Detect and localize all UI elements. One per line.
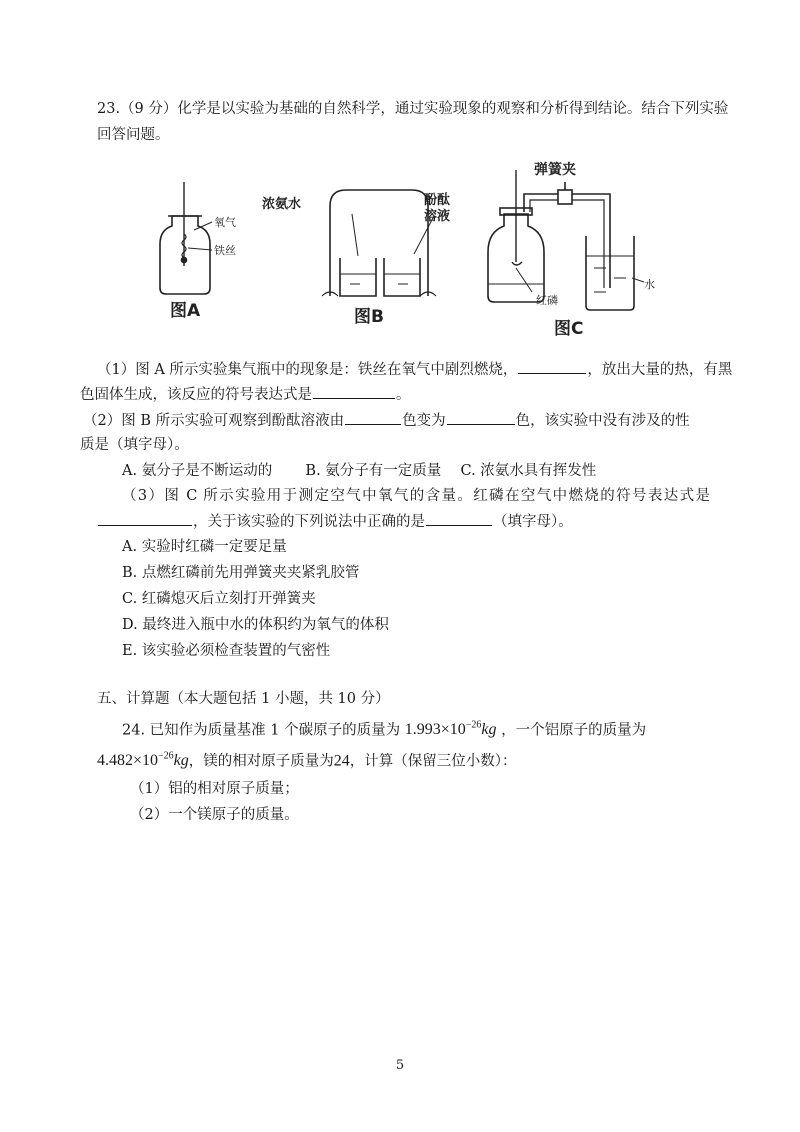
page-number: 5 [395, 1058, 405, 1073]
q23-part2-line2: 质是（填字母）。 [80, 437, 189, 453]
q23-part3-line1: （3）图 C 所示实验用于测定空气中氧气的含量。红磷在空气中燃烧的符号表达式是 [122, 488, 710, 504]
q23-part1-blank2[interactable] [313, 384, 395, 399]
q24-text-d: ，计算（保留三位小数）： [349, 753, 517, 770]
q23-part1-text-b: ，放出大量的热，有黑 [587, 362, 733, 378]
figure-c-water-label: 水 [644, 278, 655, 291]
q23-part3-blank2[interactable] [426, 511, 492, 526]
q23-part3-text-b: ，关于该实验的下列说法中正确的是 [193, 514, 425, 530]
figure-a-oxygen-label: 氧气 [214, 216, 236, 229]
figure-a-label: 图A [170, 301, 201, 321]
q23-part2-line1 [83, 410, 695, 431]
q23-intro-line1: 23.（9 分）化学是以实验为基础的自然科学，通过实验现象的观察和分析得到结论。结合下列实验 [97, 101, 729, 117]
experiment-figures [154, 156, 660, 348]
figure-b-label: 图B [354, 307, 384, 327]
q23-part3-blank1[interactable] [98, 511, 192, 526]
q24-al-mass: $4.482\times 10^{-26}kg$ [97, 751, 189, 770]
figure-c-clamp-label: 弹簧夹 [534, 162, 576, 178]
q23-choice-b[interactable]: B. 点燃红磷前先用弹簧夹夹紧乳胶管 [122, 565, 360, 581]
q24-sub1: （1）铝的相对原子质量； [130, 781, 299, 797]
q24-mg-value: 24 [333, 752, 350, 770]
q23-part2-text-a: （2）图 B 所示实验可观察到酚酞溶液由 [83, 413, 345, 429]
q23-part1-text-a: （1）图 A 所示实验集气瓶中的现象是：铁丝在氧气中剧烈燃烧， [97, 362, 518, 378]
figure-b-phenol-label-2: 溶液 [424, 209, 451, 224]
q23-intro-line2: 回答问题。 [97, 127, 170, 143]
figure-c-phosphorus-label: 红磷 [536, 294, 558, 307]
q24-carbon-mass: $1.993\times 10^{-26}kg$ [404, 720, 497, 739]
figure-c-label: 图C [554, 319, 584, 339]
q23-part2-text-b: 色变为 [402, 413, 446, 429]
q23-part2-options [122, 461, 734, 481]
figure-b-ammonia-label: 浓氨水 [262, 197, 302, 212]
q24-line2 [97, 747, 709, 771]
q24-text-b: ，一个铝原子的质量为 [501, 722, 647, 739]
q23-part3-text-c: （填字母）。 [493, 514, 573, 530]
q23-choice-d[interactable]: D. 最终进入瓶中水的体积约为氧气的体积 [122, 617, 389, 633]
q23-part1-line2 [80, 384, 692, 405]
q24-sub2: （2）一个镁原子的质量。 [130, 807, 299, 823]
figure-a-wire-label: 铁丝 [214, 244, 236, 257]
q23-part1-blank1[interactable] [518, 359, 586, 374]
q23-part3-line2 [97, 511, 709, 532]
q23-option-b[interactable]: B. 氨分子有一定质量 [305, 463, 442, 479]
q23-choice-c[interactable]: C. 红磷熄灭后立刻打开弹簧夹 [122, 591, 316, 607]
q23-choice-e[interactable]: E. 该实验必须检查装置的气密性 [122, 643, 331, 659]
q23-part1-text-c: 色固体生成，该反应的符号表达式是 [80, 387, 312, 403]
q24-line1 [122, 716, 710, 740]
q23-choice-a[interactable]: A. 实验时红磷一定要足量 [122, 539, 287, 555]
q23-option-c[interactable]: C. 浓氨水具有挥发性 [460, 463, 597, 479]
figure-b-phenol-label-1: 酚酞 [424, 193, 451, 208]
q23-part2-text-c: 色，该实验中没有涉及的性 [515, 413, 690, 429]
q23-part2-blank2[interactable] [447, 410, 515, 425]
q24-text-c: ，镁的相对原子质量为 [188, 753, 334, 770]
q23-option-a[interactable]: A. 氨分子是不断运动的 [122, 463, 273, 479]
q23-part1-text-d: 。 [396, 387, 411, 403]
q23-part1-line1 [97, 359, 733, 380]
section5-heading: 五、计算题（本大题包括 1 小题，共 10 分） [97, 691, 390, 707]
q24-text-a: 24. 已知作为质量基准 1 个碳原子的质量为 [122, 722, 401, 739]
q23-part2-blank1[interactable] [345, 410, 401, 425]
